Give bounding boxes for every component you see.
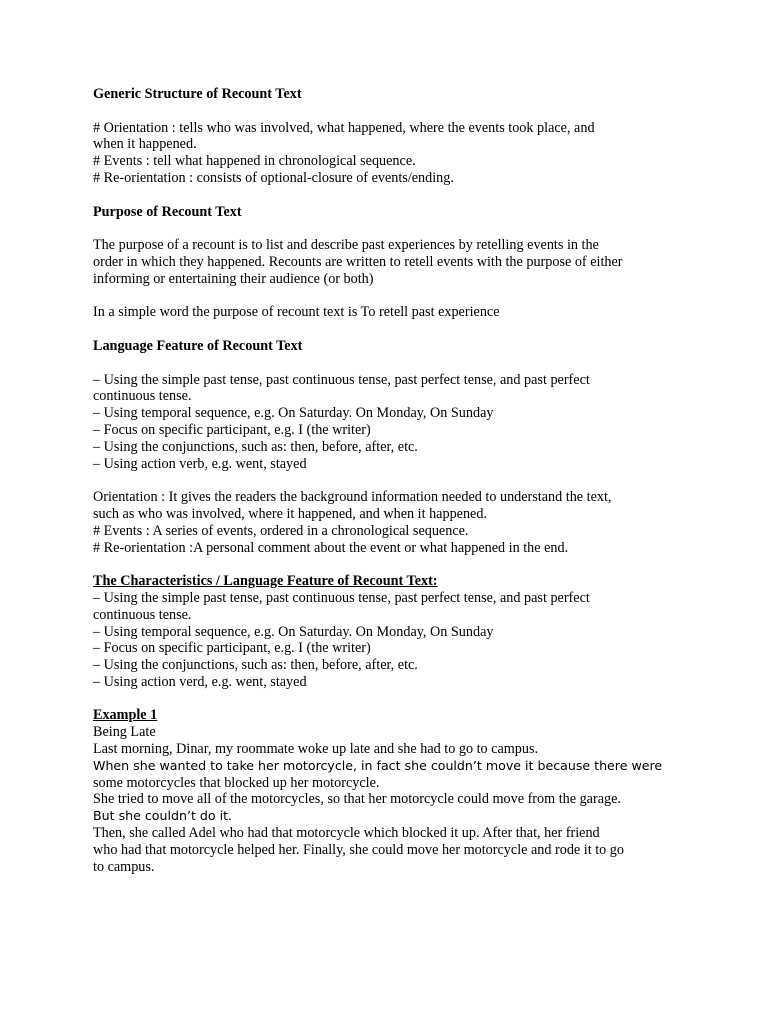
example-line: Then, she called Adel who had that motorcycle which blocked it up. After that, her friend bbox=[93, 825, 600, 842]
orientation-line: such as who was involved, where it happened, and when it happened. bbox=[93, 505, 487, 522]
characteristics-line: – Using temporal sequence, e.g. On Saturday. On Monday, On Sunday bbox=[93, 623, 494, 640]
language-line: continuous tense. bbox=[93, 388, 192, 405]
purpose-line: The purpose of a recount is to list and describe past experiences by retelling events in the bbox=[93, 237, 599, 254]
language-line: – Using temporal sequence, e.g. On Saturday. On Monday, On Sunday bbox=[93, 405, 494, 422]
characteristics-line: continuous tense. bbox=[93, 606, 192, 623]
generic-line: # Re-orientation : consists of optional-closure of events/ending. bbox=[93, 169, 454, 186]
generic-line: # Events : tell what happened in chronological sequence. bbox=[93, 153, 416, 170]
document-body bbox=[93, 86, 693, 875]
spacer bbox=[93, 355, 693, 372]
purpose-line: informing or entertaining their audience (or both) bbox=[93, 270, 374, 287]
example-line: She tried to move all of the motorcycles, so that her motorcycle could move from the garage. bbox=[93, 791, 621, 808]
example-line: some motorcycles that blocked up her motorcycle. bbox=[93, 774, 380, 791]
spacer bbox=[93, 288, 693, 305]
language-line: – Focus on specific participant, e.g. I (the writer) bbox=[93, 421, 371, 438]
characteristics-line: – Focus on specific participant, e.g. I (the writer) bbox=[93, 640, 371, 657]
example-line: who had that motorcycle helped her. Finally, she could move her motorcycle and rode it to go bbox=[93, 841, 624, 858]
example-line: to campus. bbox=[93, 858, 155, 875]
purpose-simple: In a simple word the purpose of recount text is To retell past experience bbox=[93, 304, 500, 321]
example-title: Being Late bbox=[93, 724, 156, 741]
example-heading: Example 1 bbox=[93, 707, 158, 724]
spacer bbox=[93, 321, 693, 338]
purpose-heading: Purpose of Recount Text bbox=[93, 203, 242, 220]
spacer bbox=[93, 472, 693, 489]
language-line: – Using the conjunctions, such as: then, before, after, etc. bbox=[93, 438, 418, 455]
example-line: Last morning, Dinar, my roommate woke up late and she had to go to campus. bbox=[93, 741, 539, 758]
characteristics-heading: The Characteristics / Language Feature of Recount Text: bbox=[93, 573, 438, 590]
orientation-line: # Events : A series of events, ordered in a chronological sequence. bbox=[93, 522, 469, 539]
orientation-line: Orientation : It gives the readers the background information needed to understand the text, bbox=[93, 489, 612, 506]
spacer bbox=[93, 220, 693, 237]
generic-line: # Orientation : tells who was involved, what happened, where the events took place, and bbox=[93, 119, 595, 136]
language-line: – Using action verb, e.g. went, stayed bbox=[93, 455, 307, 472]
spacer bbox=[93, 556, 693, 573]
language-line: – Using the simple past tense, past continuous tense, past perfect tense, and past perfect bbox=[93, 371, 590, 388]
example-line: When she wanted to take her motorcycle, in fact she couldn’t move it because there were bbox=[93, 757, 663, 773]
purpose-line: order in which they happened. Recounts are written to retell events with the purpose of either bbox=[93, 253, 623, 270]
spacer bbox=[93, 187, 693, 204]
generic-structure-heading: Generic Structure of Recount Text bbox=[93, 86, 302, 102]
generic-line: when it happened. bbox=[93, 136, 197, 153]
characteristics-line: – Using action verd, e.g. went, stayed bbox=[93, 673, 307, 690]
characteristics-line: – Using the simple past tense, past continuous tense, past perfect tense, and past perfect bbox=[93, 589, 590, 606]
characteristics-line: – Using the conjunctions, such as: then, before, after, etc. bbox=[93, 657, 418, 674]
orientation-line: # Re-orientation :A personal comment about the event or what happened in the end. bbox=[93, 539, 569, 556]
example-line: But she couldn’t do it. bbox=[93, 808, 233, 824]
spacer bbox=[93, 103, 693, 120]
spacer bbox=[93, 691, 693, 708]
language-feature-heading: Language Feature of Recount Text bbox=[93, 337, 303, 354]
